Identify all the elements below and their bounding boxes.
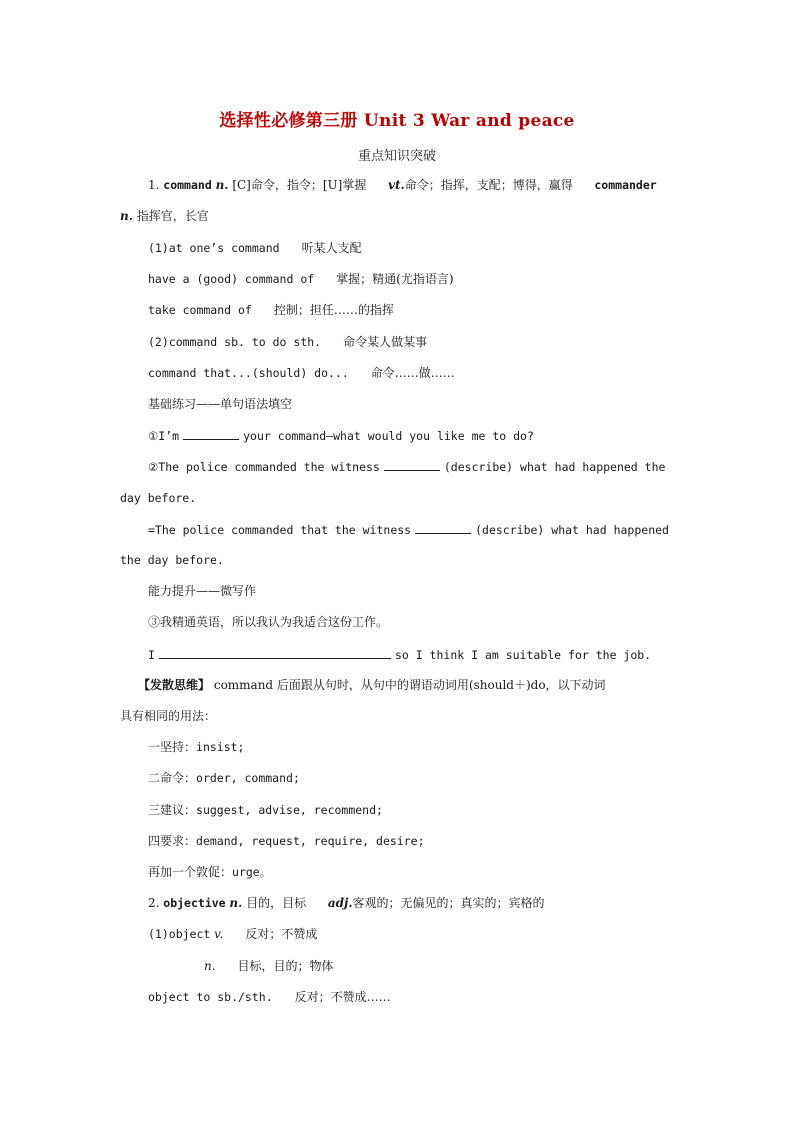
- phrase-zh: 听某人支配: [301, 241, 362, 255]
- question-3: [148, 646, 651, 663]
- answer-blank[interactable]: [384, 458, 440, 471]
- writing-heading: 能力提升——微写作: [148, 584, 257, 598]
- verb-group-words: insist;: [196, 740, 245, 754]
- pos-noun: n.: [215, 178, 229, 192]
- headword-command: command: [163, 178, 212, 192]
- headword-commander: commander: [594, 178, 657, 192]
- phrase-zh: 命令……做……: [370, 366, 455, 380]
- phrase-en: take command of: [148, 303, 252, 317]
- question-2b-cont: [120, 552, 224, 568]
- question-text-post: your command—what would you like me to do?: [243, 429, 534, 443]
- verb-group-label: 再加一个敦促：: [148, 865, 233, 879]
- verb-group: [148, 864, 271, 880]
- question-text-pre: I: [148, 648, 155, 662]
- verb-group: [148, 739, 244, 755]
- phrase-zh: 反对；不赞成: [245, 927, 318, 941]
- phrase-line: [148, 989, 391, 1005]
- question-2-cont: [120, 490, 196, 506]
- divergent-line1: [138, 677, 606, 693]
- definition-commander: 指挥官，长官: [136, 209, 209, 223]
- entry-number: 1.: [148, 178, 160, 192]
- entry-objective-line: [148, 895, 545, 911]
- phrase-pos: n.: [204, 959, 216, 973]
- page-title: 选择性必修第三册 Unit 3 War and peace: [219, 111, 575, 131]
- verb-group: [148, 770, 300, 786]
- practice-heading: 基础练习——单句语法填空: [148, 397, 293, 411]
- question-text-pre: =The police commanded that the witness: [148, 523, 412, 537]
- phrase-zh: 掌握；精通(尤指语言): [336, 272, 454, 286]
- phrase-en: (1)at one’s command: [148, 241, 280, 255]
- question-text-cont: the day before.: [120, 553, 224, 567]
- phrase-zh: 控制；担任……的指挥: [273, 303, 394, 317]
- phrase-en: object to sb./sth.: [148, 990, 273, 1004]
- divergent-text: command 后面跟从句时，从句中的谓语动词用(should＋)do，以下动词: [213, 678, 606, 692]
- phrase-line: [148, 334, 427, 350]
- phrase-line: [148, 302, 394, 318]
- entry-command-line1: [148, 177, 657, 193]
- pos-adjective: adj.: [327, 896, 353, 910]
- question-text-post: (describe) what had happened: [475, 523, 669, 537]
- verb-group: [148, 833, 425, 849]
- question-text-pre: ①I’m: [148, 429, 180, 443]
- phrase-pos: v.: [214, 927, 224, 941]
- phrase-en: (1)object: [148, 927, 211, 941]
- entry-number: 2.: [148, 896, 160, 910]
- definition-verb: 命令；指挥，支配；博得，赢得: [404, 178, 573, 192]
- entry-command-line2: [120, 208, 209, 224]
- definition-noun: 目的，目标: [246, 896, 307, 910]
- phrase-line: [148, 240, 362, 256]
- headword-objective: objective: [163, 896, 226, 910]
- question-text-post: so I think I am suitable for the job.: [394, 648, 652, 662]
- phrase-en: (2)command sb. to do sth.: [148, 335, 322, 349]
- question-3-prompt: ③我精通英语，所以我认为我适合这份工作。: [148, 615, 389, 629]
- verb-group-words: urge。: [232, 865, 272, 879]
- question-1: [148, 427, 534, 444]
- phrase-line: [204, 958, 334, 974]
- verb-group-label: 二命令：: [148, 771, 197, 785]
- phrase-line: [148, 926, 317, 942]
- phrase-en: command that...(should) do...: [148, 366, 349, 380]
- answer-blank[interactable]: [183, 427, 239, 440]
- pos-noun-2: n.: [120, 209, 133, 223]
- verb-group-words: order, command;: [196, 771, 300, 785]
- phrase-zh: 目标，目的；物体: [237, 959, 334, 973]
- verb-group-label: 三建议：: [148, 803, 197, 817]
- phrase-line: [148, 365, 455, 381]
- pos-verb: vt.: [388, 178, 405, 192]
- answer-blank-long[interactable]: [159, 646, 391, 659]
- pos-noun: n.: [229, 896, 243, 910]
- verb-group-words: suggest, advise, recommend;: [196, 803, 383, 817]
- question-text-post: (describe) what had happened the: [443, 460, 666, 474]
- divergent-line2: 具有相同的用法：: [120, 709, 217, 723]
- definition-noun: [C]命令，指令；[U]掌握: [232, 178, 367, 192]
- verb-group-label: 四要求：: [148, 834, 197, 848]
- phrase-en: have a (good) command of: [148, 272, 315, 286]
- verb-group-label: 一坚持：: [148, 740, 197, 754]
- phrase-zh: 命令某人做某事: [343, 335, 428, 349]
- question-2: [148, 458, 665, 475]
- question-text-cont: day before.: [120, 491, 197, 505]
- phrase-zh: 反对；不赞成……: [294, 990, 391, 1004]
- section-subtitle: 重点知识突破: [357, 149, 436, 164]
- definition-adjective: 客观的；无偏见的；真实的；宾格的: [352, 896, 545, 910]
- divergent-tag: 【发散思维】: [138, 678, 211, 692]
- question-text-pre: ②The police commanded the witness: [148, 460, 380, 474]
- answer-blank[interactable]: [415, 521, 471, 534]
- question-2b: [148, 521, 669, 538]
- verb-group: [148, 802, 383, 818]
- phrase-line: [148, 271, 454, 287]
- verb-group-words: demand, request, require, desire;: [196, 834, 425, 848]
